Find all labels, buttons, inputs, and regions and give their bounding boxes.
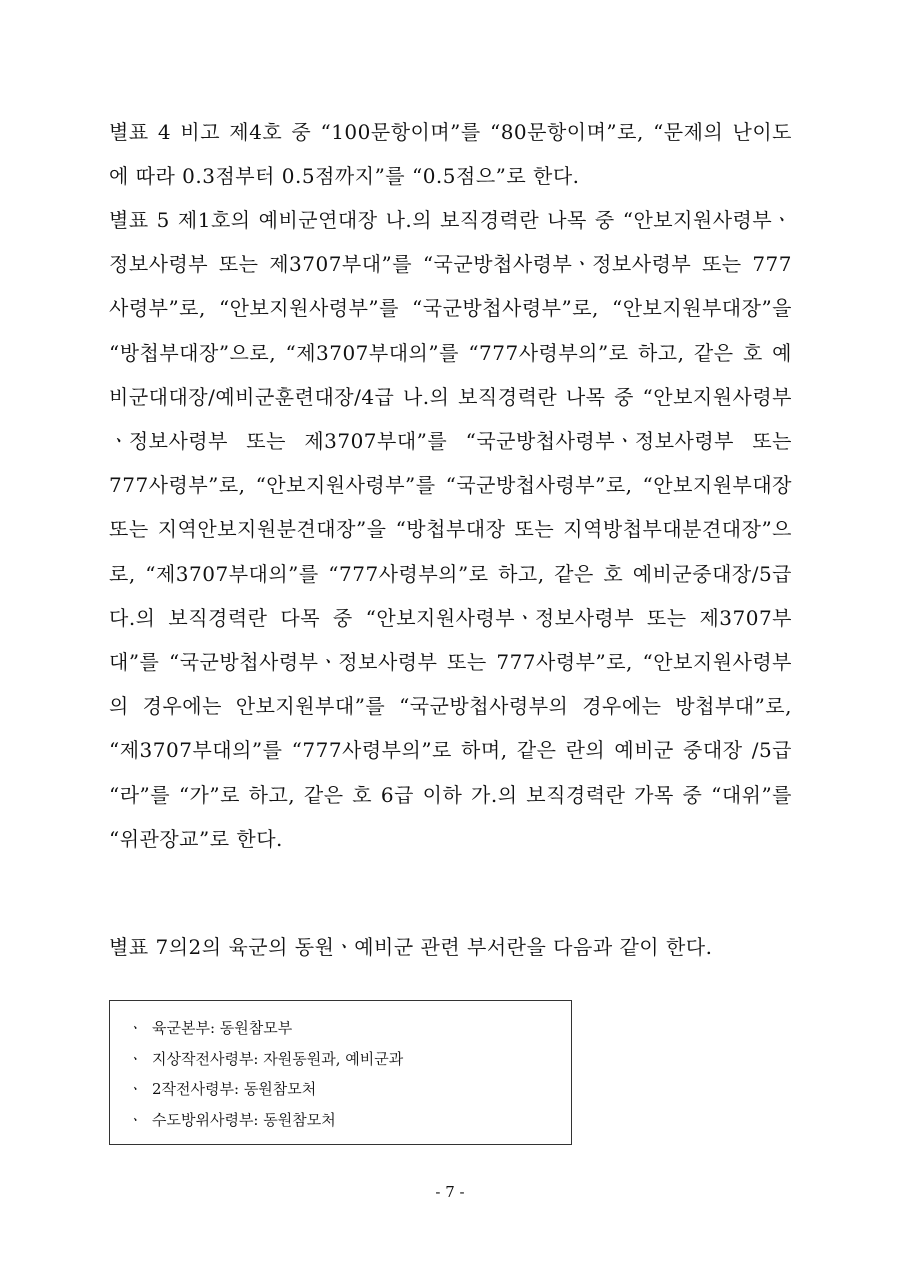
paragraph-3: 별표 7의2의 육군의 동원ㆍ예비군 관련 부서란을 다음과 같이 한다.: [109, 935, 713, 959]
list-item-text: 수도방위사령부: 동원참모처: [152, 1110, 336, 1129]
bullet-icon: ㆍ: [128, 1049, 143, 1068]
page-number: - 7 -: [435, 1183, 465, 1201]
bullet-icon: ㆍ: [128, 1019, 143, 1037]
list-item-text: 지상작전사령부: 자원동원과, 예비군과: [152, 1049, 404, 1068]
paragraph-1: 별표 4 비고 제4호 중 “100문항이며”를 “80문항이며”로, “문제의 난이도에 따라 0.3점부터 0.5점까지”를 “0.5점으”로 한다.: [109, 120, 792, 189]
list-item-text: 2작전사령부: 동원참모처: [152, 1080, 317, 1098]
department-list-box: [109, 1000, 572, 1145]
department-list: [128, 1013, 403, 1135]
list-item: [128, 1044, 403, 1075]
bullet-icon: ㆍ: [128, 1110, 143, 1129]
list-item: [128, 1105, 403, 1136]
bullet-icon: ㆍ: [128, 1080, 143, 1098]
list-item-text: 육군본부: 동원참모부: [152, 1019, 293, 1037]
list-item: [128, 1074, 403, 1105]
list-item: [128, 1013, 403, 1044]
paragraph-2: 별표 5 제1호의 예비군연대장 나.의 보직경력란 나목 중 “안보지원사령부ㆍ정보사령부 또는 제3707부대”를 “국군방첩사령부ㆍ정보사령부 또는 777사령부”로, “안보지원사령부”를 “국군방첩사령부”로, “안보지원부대장”을 “방첩부대장”으로, “제3707부대의”를 “777사령부의”로 하고, 같은 호 예비군대대장/예비군훈련대장/4급 나.의 보직경력란 나목 중 “안보지원사령부ㆍ정보사령부 또는 제3707부대”를 “국군방첩사령부ㆍ정보사령부 또는 777사령부”로, “안보지원사령부”를 “국군방첩사령부”로, “안보지원부대장 또는 지역안보지원분견대장”을 “방첩부대장 또는 지역방첩부대분견대장”으로, “제3707부대의”를 “777사령부의”로 하고, 같은 호 예비군중대장/5급 다.의 보직경력란 다목 중 “안보지원사령부ㆍ정보사령부 또는 제3707부대”를 “국군방첩사령부ㆍ정보사령부 또는 777사령부”로, “안보지원사령부의 경우에는 안보지원부대”를 “국군방첩사령부의 경우에는 방첩부대”로, “제3707부대의”를 “777사령부의”로 하며, 같은 란의 예비군 중대장 /5급 “라”를 “가”로 하고, 같은 호 6급 이하 가.의 보직경력란 가목 중 “대위”를 “위관장교”로 한다.: [109, 208, 792, 851]
